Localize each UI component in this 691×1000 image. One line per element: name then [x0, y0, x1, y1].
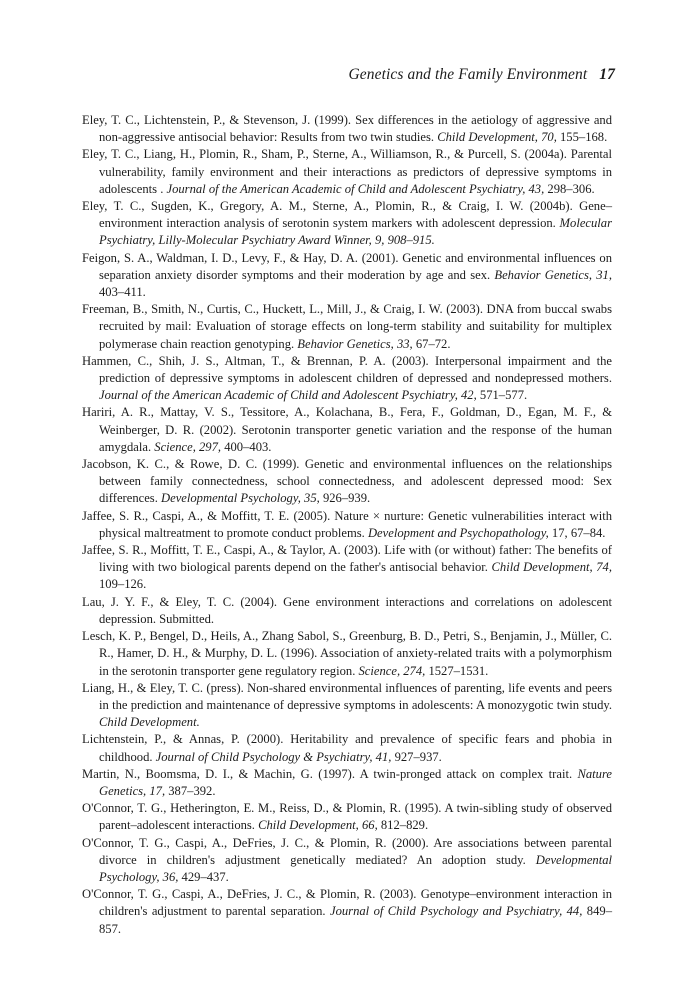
reference-pages: 109–126. [99, 577, 147, 592]
reference-entry [82, 404, 612, 456]
reference-entry [82, 594, 612, 628]
reference-entry [82, 542, 612, 594]
reference-pages: 927–937. [391, 749, 442, 764]
reference-text: Eley, T. C., Sugden, K., Gregory, A. M., Sterne, A., Plomin, R., & Craig, I. W. (2004b). Gene–environment interaction analysis of serotonin system markers with adolescent depression. [82, 199, 612, 231]
reference-source: Developmental Psychology, 36, [99, 852, 612, 884]
reference-text: Hammen, C., Shih, J. S., Altman, T., & Brennan, P. A. (2003). Interpersonal impairment and the prediction of depressive symptoms in adolescent children of depressed and nondepressed mothers. [82, 353, 612, 386]
reference-entry [82, 301, 612, 353]
reference-text: O'Connor, T. G., Caspi, A., DeFries, J. C., & Plomin, R. (2003). Genotype–environment interaction in children's adjustment to parental separation. [82, 887, 612, 919]
reference-text: Jacobson, K. C., & Rowe, D. C. (1999). Genetic and environmental influences on the relationships between family connectedness, school connectedness, and adolescent depressed mood: Sex differences. [82, 457, 612, 506]
reference-text: Jaffee, S. R., Moffitt, T. E., Caspi, A., & Taylor, A. (2003). Life with (or without) father: The benefits of living with two biological parents depend on the father's antisocial behavior. [82, 543, 612, 575]
reference-source: Journal of the American Academic of Child and Adolescent Psychiatry, 42, [99, 388, 477, 403]
reference-entry [82, 628, 612, 680]
reference-text: Feigon, S. A., Waldman, I. D., Levy, F., & Hay, D. A. (2001). Genetic and environmental influences on separation anxiety disorder symptoms and their moderation by age and sex. [82, 250, 612, 282]
reference-source: Science, 297, [154, 439, 222, 454]
reference-entry [82, 680, 612, 732]
reference-source: Nature Genetics, 17, [99, 766, 612, 798]
reference-entry [82, 112, 612, 146]
running-header-title: Genetics and the Family Environment [348, 66, 588, 83]
reference-entry [82, 835, 612, 887]
reference-source: Journal of the American Academic of Child and Adolescent Psychiatry, 43, [166, 181, 545, 196]
reference-source: Child Development, 70, [437, 130, 557, 145]
reference-source: Molecular Psychiatry, Lilly-Molecular Psychiatry Award Winner, 9, 908–915. [99, 216, 612, 248]
reference-source: Child Development, 74, [491, 560, 612, 575]
reference-entry [82, 731, 612, 765]
reference-entry [82, 886, 612, 938]
reference-source: Developmental Psychology, 35, [161, 491, 320, 506]
reference-pages: 926–939. [319, 491, 371, 506]
reference-pages: 812–829. [377, 818, 429, 833]
reference-pages: 403–411. [99, 285, 146, 300]
reference-entry [82, 146, 612, 198]
reference-source: Development and Psychopathology, [367, 525, 549, 540]
reference-pages: 155–168. [556, 130, 608, 145]
reference-pages: 387–392. [165, 783, 216, 798]
reference-source: Behavior Genetics, 33, [297, 336, 413, 351]
reference-source: Journal of Child Psychology & Psychiatry, 41, [155, 749, 392, 764]
reference-text: Eley, T. C., Liang, H., Plomin, R., Sham, P., Sterne, A., Williamson, R., & Purcell, S. (2004a). Parental vulnerability, family environment and their interactions as predictors of depressive symptoms in adolescents . [82, 147, 612, 196]
reference-source: Behavior Genetics, 31, [494, 267, 612, 282]
reference-source: Child Development, 66, [258, 818, 378, 833]
reference-source: Journal of Child Psychology and Psychiatry, 44, [329, 904, 583, 919]
reference-text: Liang, H., & Eley, T. C. (press). Non-shared environmental influences of parenting, life events and peers in the prediction and maintenance of depressive symptoms in adolescents: A monozygotic twin study. [82, 680, 612, 712]
reference-text: Eley, T. C., Lichtenstein, P., & Stevenson, J. (1999). Sex differences in the aetiology of aggressive and non-aggressive antisocial behavior: Results from two twin studies. [82, 113, 612, 145]
reference-text: Lau, J. Y. F., & Eley, T. C. (2004). Gene environment interactions and correlations on adolescent depression. Submitted. [82, 594, 612, 626]
running-header [348, 66, 615, 84]
reference-pages: 298–306. [544, 181, 595, 196]
reference-text: Freeman, B., Smith, N., Curtis, C., Huckett, L., Mill, J., & Craig, I. W. (2003). DNA from buccal swabs recruited by mail: Evaluation of storage effects on long-term stability and suitability for multiplex polymerase chain reaction genotyping. [82, 302, 612, 351]
reference-text: O'Connor, T. G., Hetherington, E. M., Reiss, D., & Plomin, R. (1995). A twin-sibling study of observed parent–adolescent interactions. [82, 801, 612, 833]
reference-entry [82, 766, 612, 800]
reference-pages: 400–403. [221, 439, 272, 454]
reference-pages: 571–577. [476, 388, 528, 403]
reference-entry [82, 456, 612, 508]
reference-text: Hariri, A. R., Mattay, V. S., Tessitore, A., Kolachana, B., Fera, F., Goldman, D., Egan, M. F., & Weinberger, D. R. (2002). Serotonin transporter genetic variation and the response of the human amygdala. [82, 405, 612, 454]
reference-pages: 17, 67–84. [548, 525, 606, 540]
reference-source: Child Development. [99, 715, 200, 730]
reference-pages: 429–437. [178, 869, 229, 884]
reference-entry [82, 353, 612, 405]
reference-list [82, 112, 612, 938]
reference-text: Jaffee, S. R., Caspi, A., & Moffitt, T. E. (2005). Nature × nurture: Genetic vulnerabilities interact with physical maltreatment to promote conduct problems. [82, 508, 612, 540]
reference-pages: 67–72. [412, 336, 451, 351]
page-number: 17 [599, 66, 615, 83]
reference-text: Lichtenstein, P., & Annas, P. (2000). Heritability and prevalence of specific fears and phobia in childhood. [82, 732, 612, 764]
reference-entry [82, 198, 612, 250]
reference-entry [82, 800, 612, 834]
reference-text: O'Connor, T. G., Caspi, A., DeFries, J. C., & Plomin, R. (2000). Are associations between parental divorce in children's adjustment genetically mediated? An adoption study. [82, 835, 612, 867]
reference-source: Science, 274, [358, 663, 426, 678]
reference-entry [82, 508, 612, 542]
reference-text: Lesch, K. P., Bengel, D., Heils, A., Zhang Sabol, S., Greenburg, B. D., Petri, S., Benjamin, J., Müller, C. R., Hamer, D. H., & Murphy, D. L. (1996). Association of anxiety-related traits with a polymorphism in the serotonin transporter gene regulatory region. [82, 629, 612, 678]
reference-text: Martin, N., Boomsma, D. I., & Machin, G. (1997). A twin-pronged attack on complex trait. [82, 766, 578, 781]
reference-pages: 849–857. [99, 904, 612, 936]
reference-entry [82, 250, 612, 302]
reference-pages: 1527–1531. [425, 663, 489, 678]
